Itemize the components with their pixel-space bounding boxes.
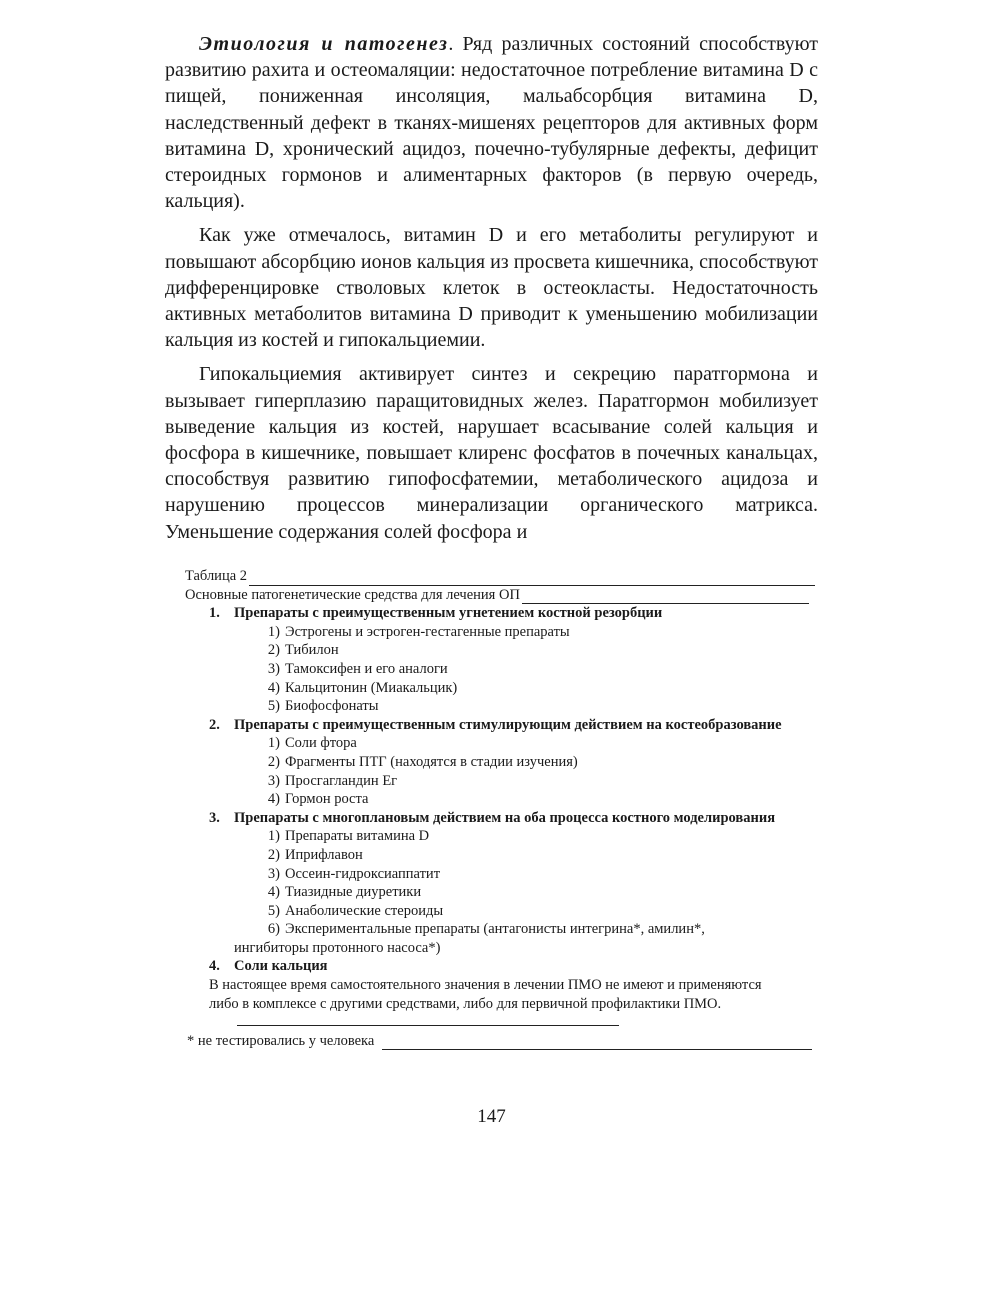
item-number: 4) [267, 679, 280, 696]
section-title: Соли кальция [234, 958, 328, 975]
list-item [259, 772, 815, 791]
list-item [259, 846, 815, 865]
section-number: 1. [209, 605, 220, 622]
list-item [259, 883, 815, 902]
item-number: 3) [267, 660, 280, 677]
section-2-heading [209, 716, 815, 735]
item-number: 3) [267, 865, 280, 882]
item-text: Кальцитонин (Миакальцик) [285, 679, 458, 696]
page-number: 147 [477, 1106, 506, 1127]
item-number: 2) [267, 753, 280, 770]
paragraph-text: . Ряд различных состояний способствуют развитию рахита и остеомаляции: недостаточное потребление витамина D с пищей, пониженная инсоляция, мальабсорбция витамина D, наследственный дефект в тканях-мишенях рецепторов для активных форм витамина D, хронический ацидоз, почечно-тубулярные дефекты, дефицит стероидных гормонов и алиментарных факторов (в первую очередь, кальция). [165, 33, 818, 213]
item-number: 1) [267, 735, 280, 752]
item-number: 3) [267, 772, 280, 789]
item-number: 4) [267, 884, 280, 901]
item-number: 1) [267, 828, 280, 845]
item-text: Тиазидные диуретики [285, 884, 422, 901]
section-title: Препараты с преимущественным угнетением костной резорбции [234, 605, 663, 622]
paragraph-lead: Этиология и патогенез [199, 33, 449, 55]
item-text: Тибилон [285, 642, 339, 659]
section-4-heading [209, 957, 815, 976]
item-text: Просгагландин Ег [285, 772, 398, 789]
underline [237, 1013, 619, 1026]
table-label-row [185, 567, 815, 586]
list-item [259, 753, 815, 772]
list-item [259, 790, 815, 809]
item-text: Эстрогены и эстроген-гестагенные препараты [285, 623, 570, 640]
table-caption: Основные патогенетические средства для лечения ОП [185, 586, 520, 603]
list-item [259, 679, 815, 698]
section-number: 4. [209, 958, 220, 975]
section-1-heading [209, 604, 815, 623]
underline [382, 1037, 812, 1050]
section-number: 2. [209, 716, 220, 733]
table-2 [185, 567, 815, 1050]
item-number: 2) [267, 642, 280, 659]
list-item [234, 920, 774, 957]
paragraph-3: Гипокальциемия активирует синтез и секрецию паратгормона и вызывает гиперплазию паращитовидных желез. Паратгормон мобилизует выведение кальция из костей, нарушает всасывание солей кальция и фосфора в кишечнике, повышает клиренс фосфатов в почечных канальцах, способствуя развитию гипофосфатемии, метаболического ацидоза и нарушению процессов минерализации органического матрикса. Уменьшение содержания солей фосфора и [165, 363, 818, 543]
section-number: 3. [209, 809, 220, 826]
item-text: Тамоксифен и его аналоги [285, 660, 448, 677]
note-text: В настоящее время самостоятельного значения в лечении ПМО не имеют и применяются либо в комплексе с другими средствами, либо для первичной профилактики ПМО. [209, 977, 762, 1012]
section-title: Препараты с преимущественным стимулирующим действием на костеобразование [234, 716, 782, 733]
item-text: Биофосфонаты [285, 698, 379, 715]
section-title: Препараты с многоплановым действием на оба процесса костного моделирования [234, 809, 776, 826]
item-text: Фрагменты ПТГ (находятся в стадии изучения) [285, 753, 578, 770]
footnote-row [187, 1032, 812, 1051]
item-text: Соли фтора [285, 735, 357, 752]
list-item [259, 902, 815, 921]
table-label: Таблица 2 [185, 568, 248, 584]
main-text [165, 31, 818, 553]
list-item [259, 865, 815, 884]
list-item [259, 827, 815, 846]
item-number: 2) [267, 846, 280, 863]
footnote: * не тестировались у человека [187, 1032, 375, 1049]
item-text: Экспериментальные препараты (антагонисты интегрина*, амилин*, ингибиторы протонного насоса*) [234, 921, 705, 956]
item-text: Иприфлавон [285, 846, 363, 863]
section-3-heading [209, 809, 815, 828]
underline [249, 572, 815, 586]
table-caption-row [185, 586, 809, 605]
item-number: 6) [267, 921, 280, 938]
item-number: 1) [267, 623, 280, 640]
item-number: 4) [267, 791, 280, 808]
item-text: Оссеин-гидроксиаппатит [285, 865, 441, 882]
section-4-note [209, 976, 769, 1032]
list-item [259, 623, 815, 642]
paragraph-1 [165, 31, 818, 214]
item-text: Препараты витамина D [285, 828, 430, 845]
item-text: Гормон роста [285, 791, 369, 808]
item-text: Анаболические стероиды [285, 902, 444, 919]
item-number: 5) [267, 902, 280, 919]
list-item [259, 697, 815, 716]
list-item [259, 734, 815, 753]
list-item [259, 641, 815, 660]
item-number: 5) [267, 698, 280, 715]
underline [522, 590, 809, 604]
list-item [259, 660, 815, 679]
paragraph-2: Как уже отмечалось, витамин D и его метаболиты регулируют и повышают абсорбцию ионов кальция из просвета кишечника, способствуют дифференцировке стволовых клеток в остеокласты. Недостаточность активных метаболитов витамина D приводит к уменьшению мобилизации кальция из костей и гипокальциемии. [165, 224, 818, 352]
